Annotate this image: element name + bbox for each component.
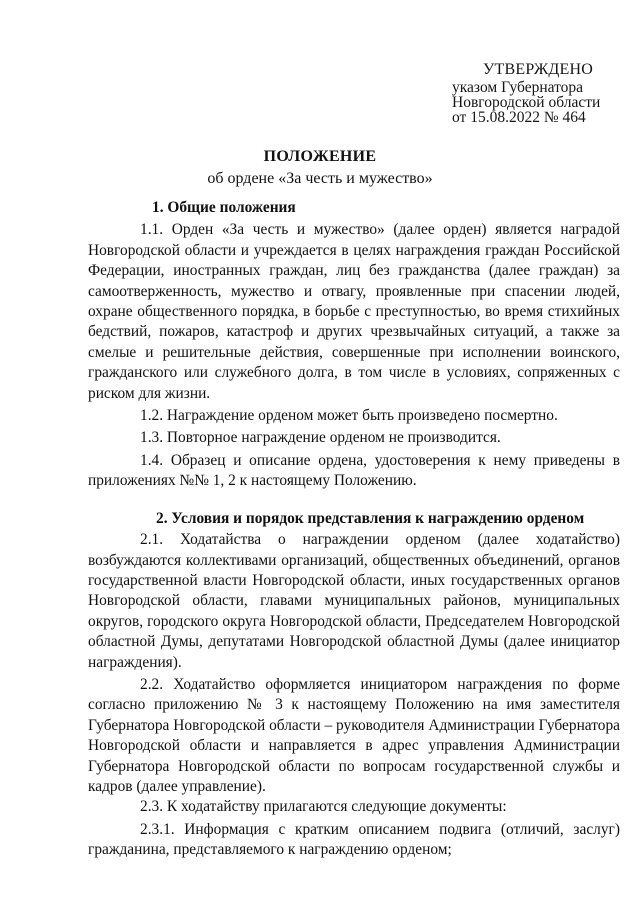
paragraph-2-3-1: 2.3.1. Информация с кратким описанием подвига (отличий, заслуг) гражданина, представляемого к награждению орденом; xyxy=(88,820,620,859)
paragraph-1-2: 1.2. Награждение орденом может быть произведено посмертно. xyxy=(140,407,558,425)
paragraph-1-3: 1.3. Повторное награждение орденом не производится. xyxy=(140,429,501,447)
document-subtitle: об ордене «За честь и мужество» xyxy=(207,170,433,187)
paragraph-1-1: 1.1. Орден «За честь и мужество» (далее орден) является наградой Новгородской области и учреждается в целях награждения граждан Российской Федерации, иностранных граждан, лиц без гражданства (далее граждан) за самоотверженность, мужество и отвагу, проявленные при спасении людей, охране общественного порядка, в борьбе с преступностью, во время стихийных бедствий, пожаров, катастроф и других чрезвычайных ситуаций, а также за смелые и решительные действия, совершенные при исполнении воинского, гражданского или служебного долга, в том числе в условиях, сопряженных с риском для жизни. xyxy=(88,221,620,402)
paragraph-1-4: 1.4. Образец и описание ордена, удостоверения к нему приведены в приложениях №№ 1, 2 к настоящему Положению. xyxy=(88,451,620,490)
section-heading-conditions: 2. Условия и порядок представления к награждению орденом xyxy=(156,509,585,527)
paragraph-2-2: 2.2. Ходатайство оформляется инициатором награждения по форме согласно приложению № 3 к настоящему Положению на имя заместителя Губернатора Новгородской области – руководителя Администрации Губернатора Новгородской области и направляется в адрес управления Администрации Губернатора Новгородской области по вопросам государственной службы и кадров (далее управление). xyxy=(88,675,620,795)
paragraph-2-3: 2.3. К ходатайству прилагаются следующие документы: xyxy=(140,798,507,816)
approval-line-2: Новгородской области xyxy=(452,94,601,111)
approval-line-3: от 15.08.2022 № 464 xyxy=(452,109,586,126)
paragraph-2-1: 2.1. Ходатайства о награждении орденом (далее ходатайство) возбуждаются коллективами организаций, общественных объединений, органов государственной власти Новгородской области, иных государственных органов Новгородской области, главами муниципальных районов, муниципальных округов, городского округа Новгородской области, Председателем Новгородской областной Думы, депутатами Новгородской областной Думы (далее инициатор награждения). xyxy=(88,531,620,671)
document-body xyxy=(88,198,620,861)
document-title: ПОЛОЖЕНИЕ xyxy=(263,148,377,165)
approval-heading: УТВЕРЖДЕНО xyxy=(483,61,594,78)
section-heading-general: 1. Общие положения xyxy=(152,199,296,216)
approval-stamp xyxy=(452,62,622,125)
approval-line-1: указом Губернатора xyxy=(452,79,584,96)
